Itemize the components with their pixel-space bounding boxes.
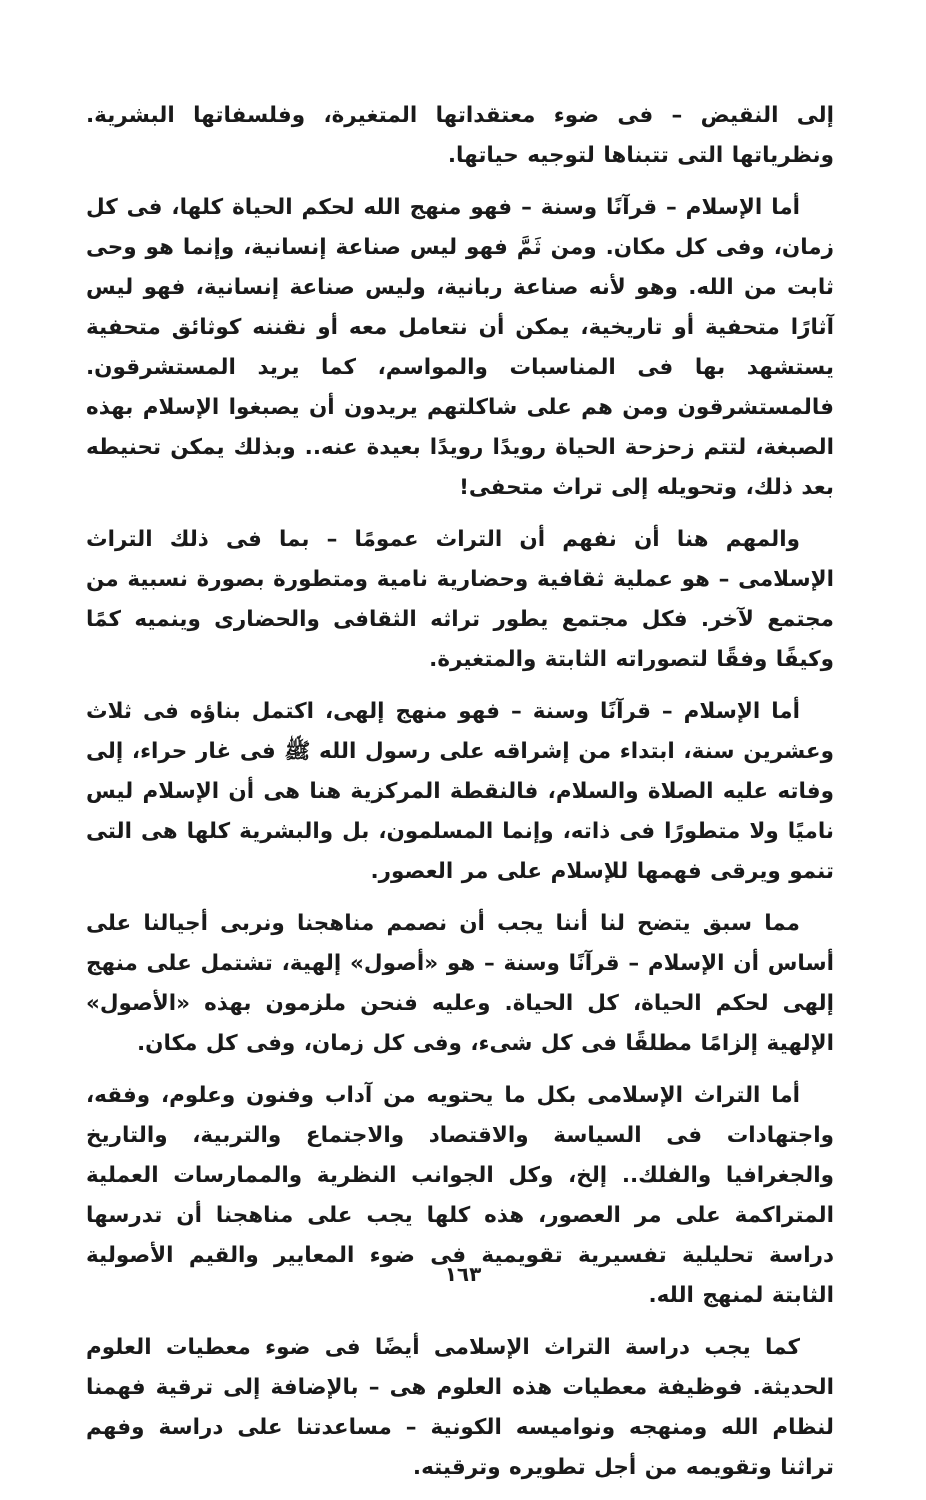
paragraph-3: والمهم هنا أن نفهم أن التراث عمومًا – بما فى ذلك التراث الإسلامى – هو عملية ثقافية وحضارية نامية ومتطورة بصورة نسبية من مجتمع لآخر. فكل مجتمع يطور تراثه الثقافى والحضارى وينميه كمًا وكيفًا وفقًا لتصوراته الثابتة والمتغيرة. (86, 527, 834, 672)
paragraph-5: مما سبق يتضح لنا أننا يجب أن نصمم مناهجنا ونربى أجيالنا على أساس أن الإسلام – قرآنًا وسنة – هو «أصول» إلهية، تشتمل على منهج إلهى لحكم الحياة، كل الحياة. وعليه فنحن ملزمون بهذه «الأصول» الإلهية إلزامًا مطلقًا فى كل شىء، وفى كل زمان، وفى كل مكان. (86, 911, 834, 1056)
paragraph-6: أما التراث الإسلامى بكل ما يحتويه من آداب وفنون وعلوم، وفقه، واجتهادات فى السياسة والاقتصاد والاجتماع والتربية، والتاريخ والجغرافيا والفلك.. إلخ، وكل الجوانب النظرية والممارسات العملية المتراكمة على مر العصور، هذه كلها يجب على مناهجنا أن تدرسها دراسة تحليلية تفسيرية تقويمية فى ضوء المعايير والقيم الأصولية الثابتة لمنهج الله. (86, 1083, 834, 1308)
paragraph-7: كما يجب دراسة التراث الإسلامى أيضًا فى ضوء معطيات العلوم الحديثة. فوظيفة معطيات هذه العلوم هى – بالإضافة إلى ترقية فهمنا لنظام الله ومنهجه ونواميسه الكونية – مساعدتنا على دراسة وفهم تراثنا وتقويمه من أجل تطويره وترقيته. (86, 1335, 834, 1480)
paragraph-4: أما الإسلام – قرآنًا وسنة – فهو منهج إلهى، اكتمل بناؤه فى ثلاث وعشرين سنة، ابتداء من إشراقه على رسول الله ﷺ فى غار حراء، إلى وفاته عليه الصلاة والسلام، فالنقطة المركزية هنا هى أن الإسلام ليس ناميًا ولا متطورًا فى ذاته، وإنما المسلمون، بل والبشرية كلها هى التى تنمو ويرقى فهمها للإسلام على مر العصور. (86, 699, 834, 884)
page-body (86, 96, 834, 1500)
page-number: ١٦٣ (444, 1262, 482, 1286)
paragraph-1: إلى النقيض – فى ضوء معتقداتها المتغيرة، وفلسفاتها البشرية. ونظرياتها التى تتبناها لتوجيه حياتها. (86, 103, 834, 168)
paragraph-2: أما الإسلام – قرآنًا وسنة – فهو منهج الله لحكم الحياة كلها، فى كل زمان، وفى كل مكان. ومن ثَمَّ فهو ليس صناعة إنسانية، وإنما هو وحى ثابت من الله. وهو لأنه صناعة ربانية، وليس صناعة إنسانية، فهو ليس آثارًا متحفية أو تاريخية، يمكن أن نتعامل معه أو نقننه كوثائق متحفية يستشهد بها فى المناسبات والمواسم، كما يريد المستشرقون. فالمستشرقون ومن هم على شاكلتهم يريدون أن يصبغوا الإسلام بهذه الصبغة، لتتم زحزحة الحياة رويدًا رويدًا بعيدة عنه.. وبذلك يمكن تحنيطه بعد ذلك، وتحويله إلى تراث متحفى! (86, 195, 834, 500)
